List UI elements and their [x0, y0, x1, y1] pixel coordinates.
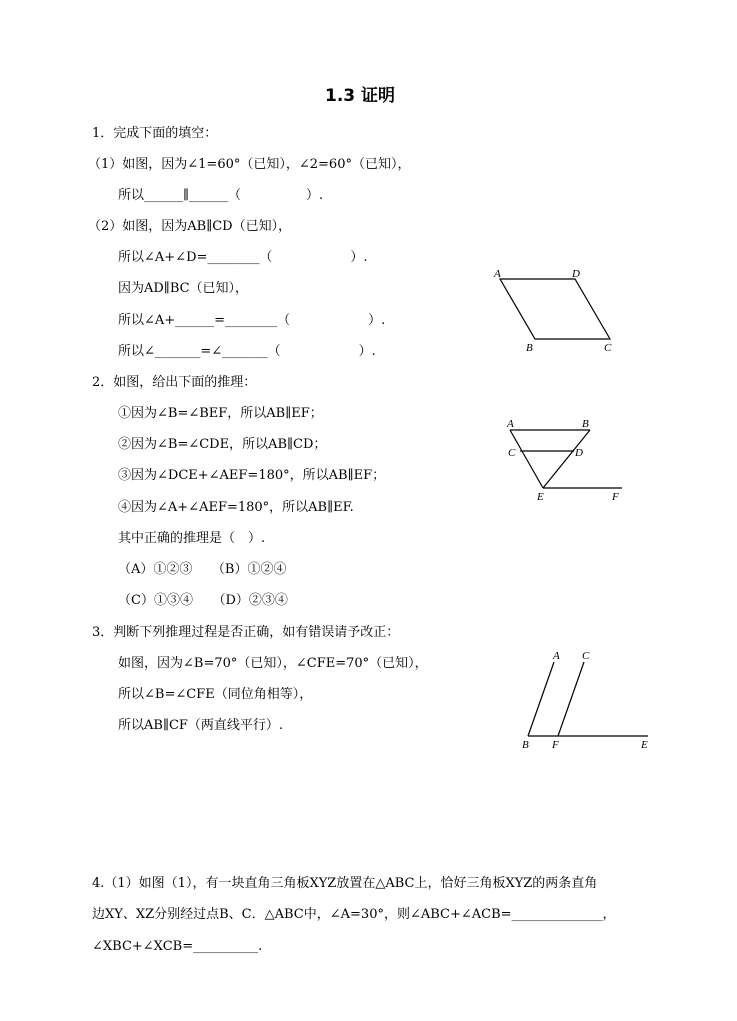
q1-part2-line4: 所以∠A+______=________（ ）. [118, 313, 386, 328]
fig3-label-b: B [522, 739, 529, 751]
parallelogram-shape [500, 279, 610, 339]
fig2-label-e: E [537, 491, 544, 503]
q1-part2-line2: 所以∠A+∠D=________（ ）. [118, 250, 368, 265]
q3-line3: 所以AB∥CF（两直线平行）. [118, 718, 284, 733]
fig2-label-d: D [575, 447, 583, 459]
q1-part2-line3: 因为AD∥BC（已知）， [118, 281, 249, 296]
fig1-label-a: A [494, 268, 501, 280]
fig3-label-c: C [582, 650, 590, 662]
fig2-label-a: A [507, 418, 514, 430]
q1-part2-line5: 所以∠_______=∠_______（ ）. [118, 344, 376, 359]
line-fc [558, 662, 584, 736]
segment-be [543, 430, 590, 488]
fig3-label-a: A [553, 650, 560, 662]
fig3-label-f: F [552, 739, 559, 751]
q1-heading: 1．完成下面的填空： [92, 126, 218, 141]
angle-figure [518, 646, 658, 754]
fig3-label-e: E [641, 739, 648, 751]
q3-line2: 所以∠B=∠CFE（同位角相等）， [118, 687, 313, 702]
q4-line2: 边XY、XZ分别经过点B、C．△ABC中，∠A=30°，则∠ABC+∠ACB=______________， [92, 907, 616, 922]
q2-item-1: ①因为∠B=∠BEF，所以AB∥EF； [118, 406, 323, 421]
line-ba [528, 662, 554, 736]
fig2-label-c: C [508, 447, 516, 459]
q4-line1: 4.（1）如图（1），有一块直角三角板XYZ放置在△ABC上，恰好三角板XYZ的两条直角 [92, 876, 598, 891]
fig2-label-b: B [582, 418, 589, 430]
segment-ae [510, 430, 543, 488]
q2-item-2: ②因为∠B=∠CDE，所以AB∥CD； [118, 437, 327, 452]
q1-part1-line1: （1）如图，因为∠1=60°（已知），∠2=60°（已知）， [88, 157, 411, 172]
trapezoid-figure [500, 416, 632, 504]
fig2-label-f: F [612, 491, 619, 503]
q1-part1-line2: 所以______∥______（ ）. [118, 188, 324, 203]
q2-heading: 2．如图，给出下面的推理： [92, 375, 257, 390]
q2-item-4: ④因为∠A+∠AEF=180°，所以AB∥EF. [118, 500, 354, 515]
q3-line1: 如图，因为∠B=70°（已知），∠CFE=70°（已知）， [118, 656, 428, 671]
q2-choices-row2: （C）①③④ （D）②③④ [118, 593, 288, 608]
q2-item-3: ③因为∠DCE+∠AEF=180°，所以AB∥EF； [118, 468, 386, 483]
q1-part2-line1: （2）如图，因为AB∥CD（已知）， [88, 219, 292, 234]
q2-choices-row1: （A）①②③ （B）①②④ [118, 562, 287, 577]
fig1-label-c: C [604, 342, 612, 354]
parallelogram-figure [488, 264, 618, 356]
page-title: 1.3 证明 [325, 86, 396, 106]
q2-question: 其中正确的推理是（ ）. [118, 531, 266, 546]
q4-line3: ∠XBC+∠XCB=__________. [92, 939, 263, 954]
fig1-label-b: B [526, 342, 533, 354]
fig1-label-d: D [572, 268, 580, 280]
q3-heading: 3．判断下列推理过程是否正确，如有错误请予改正： [92, 625, 400, 640]
